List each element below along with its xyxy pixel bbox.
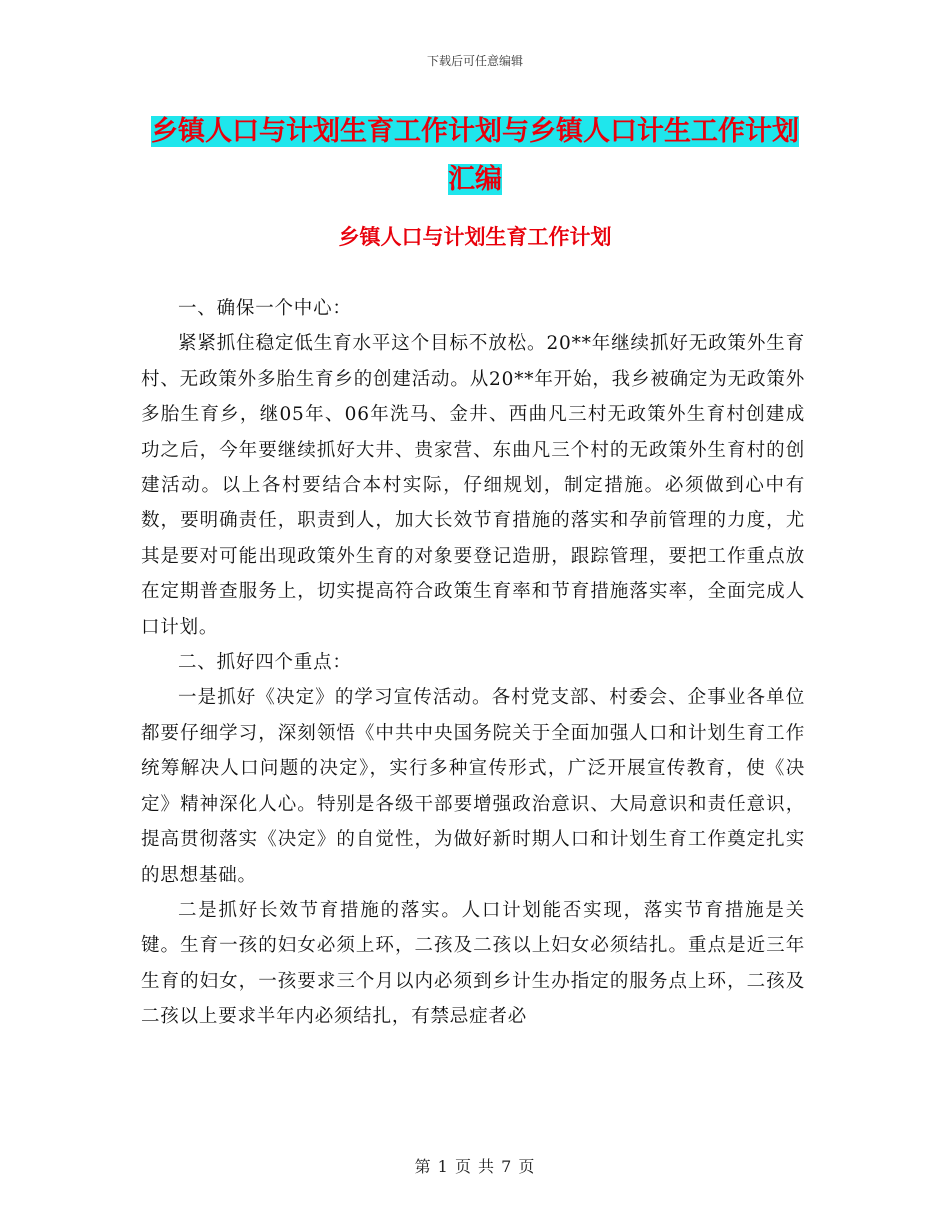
paragraph: 一是抓好《决定》的学习宣传活动。各村党支部、村委会、企事业各单位都要仔细学习，深刻领悟《中共中央国务院关于全面加强人口和计划生育工作统筹解决人口问题的决定》，实行多种宣传形式，广泛开展宣传教育，使《决定》精神深化人心。特别是各级干部要增强政治意识、大局意识和责任意识，提高贯彻落实《决定》的自觉性，为做好新时期人口和计划生育工作奠定扎实的思想基础。 bbox=[141, 687, 805, 886]
page-header-note: 下载后可任意编辑 bbox=[426, 54, 523, 68]
document-body bbox=[141, 291, 805, 1035]
section-title: 乡镇人口与计划生育工作计划 bbox=[338, 225, 612, 249]
section-heading-2: 二、抓好四个重点： bbox=[178, 652, 352, 674]
page-number: 第 1 页 共 7 页 bbox=[414, 1157, 536, 1176]
document-title bbox=[140, 108, 810, 204]
paragraph: 紧紧抓住稳定低生育水平这个目标不放松。20**年继续抓好无政策外生育村、无政策外多胎生育乡的创建活动。从20**年开始，我乡被确定为无政策外多胎生育乡，继05年、06年洗马、金井、西曲凡三村无政策外生育村创建成功之后，今年要继续抓好大井、贵家营、东曲凡三个村的无政策外生育村的创建活动。以上各村要结合本村实际，仔细规划，制定措施。必须做到心中有数，要明确责任，职责到人，加大长效节育措施的落实和孕前管理的力度，尤其是要对可能出现政策外生育的对象要登记造册，跟踪管理，要把工作重点放在定期普查服务上，切实提高符合政策生育率和节育措施落实率，全面完成人口计划。 bbox=[141, 333, 805, 638]
section-heading-1: 一、确保一个中心： bbox=[178, 298, 352, 319]
document-title-text: 乡镇人口与计划生育工作计划与乡镇人口计生工作计划汇编 bbox=[151, 116, 799, 195]
paragraph: 二是抓好长效节育措施的落实。人口计划能否实现，落实节育措施是关键。生育一孩的妇女必须上环，二孩及二孩以上妇女必须结扎。重点是近三年生育的妇女，一孩要求三个月以内必须到乡计生办指定的服务点上环，二孩及二孩以上要求半年内必须结扎，有禁忌症者必 bbox=[141, 899, 805, 1028]
